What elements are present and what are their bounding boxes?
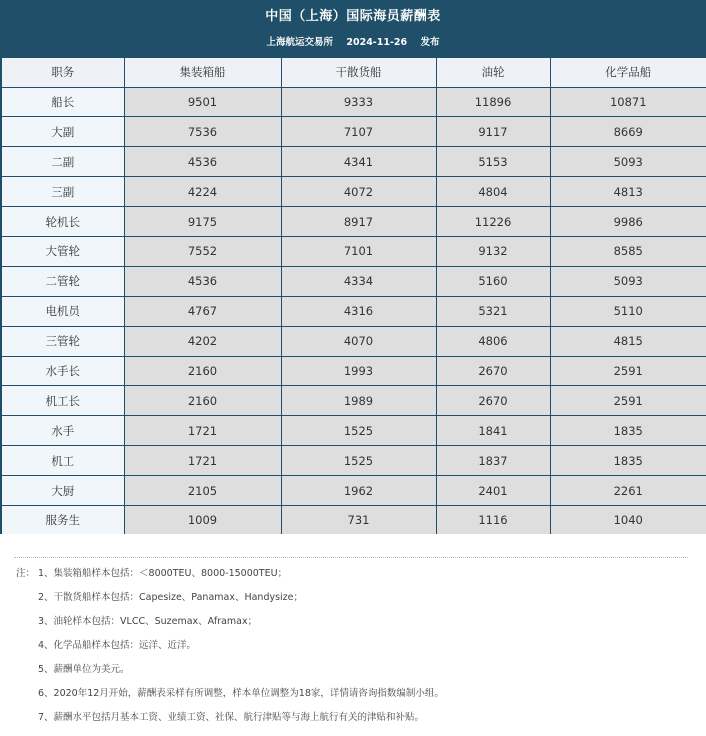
salary-cell: 1993 [281, 356, 436, 386]
position-cell: 轮机长 [1, 207, 124, 237]
salary-cell: 2591 [550, 356, 706, 386]
table-row [1, 296, 706, 326]
position-cell: 大厨 [1, 476, 124, 506]
salary-cell: 731 [281, 505, 436, 535]
salary-cell: 4224 [124, 177, 281, 207]
column-header: 化学品船 [550, 57, 706, 87]
salary-cell: 5110 [550, 296, 706, 326]
salary-cell: 7107 [281, 117, 436, 147]
salary-cell: 1525 [281, 446, 436, 476]
column-header: 油轮 [436, 57, 550, 87]
position-cell: 水手长 [1, 356, 124, 386]
table-row [1, 356, 706, 386]
table-row [1, 326, 706, 356]
salary-cell: 9501 [124, 87, 281, 117]
salary-cell: 2160 [124, 356, 281, 386]
salary-cell: 4316 [281, 296, 436, 326]
salary-cell: 4815 [550, 326, 706, 356]
salary-cell: 2261 [550, 476, 706, 506]
salary-cell: 7536 [124, 117, 281, 147]
position-cell: 三管轮 [1, 326, 124, 356]
salary-cell: 9986 [550, 207, 706, 237]
note-item: 1、集装箱船样本包括：＜8000TEU、8000-15000TEU； [38, 568, 288, 579]
position-cell: 二副 [1, 147, 124, 177]
salary-cell: 9117 [436, 117, 550, 147]
column-header: 集装箱船 [124, 57, 281, 87]
salary-cell: 1962 [281, 476, 436, 506]
salary-cell: 11226 [436, 207, 550, 237]
salary-cell: 2591 [550, 386, 706, 416]
position-cell: 二管轮 [1, 266, 124, 296]
position-cell: 大副 [1, 117, 124, 147]
salary-cell: 11896 [436, 87, 550, 117]
salary-cell: 1040 [550, 505, 706, 535]
salary-cell: 4536 [124, 147, 281, 177]
table-row [1, 386, 706, 416]
table-row [1, 236, 706, 266]
table-row [1, 207, 706, 237]
column-header: 职务 [1, 57, 124, 87]
page-title: 中国（上海）国际海员薪酬表 [265, 9, 441, 24]
position-cell: 船长 [1, 87, 124, 117]
salary-cell: 4767 [124, 296, 281, 326]
salary-cell: 5153 [436, 147, 550, 177]
salary-cell: 9333 [281, 87, 436, 117]
table-header-banner [0, 0, 706, 56]
publish-info [0, 34, 706, 48]
salary-cell: 2670 [436, 356, 550, 386]
salary-cell: 4072 [281, 177, 436, 207]
salary-cell: 9132 [436, 236, 550, 266]
position-cell: 服务生 [1, 505, 124, 535]
salary-cell: 4202 [124, 326, 281, 356]
salary-cell: 1837 [436, 446, 550, 476]
table-row [1, 416, 706, 446]
salary-cell: 1009 [124, 505, 281, 535]
note-item: 5、薪酬单位为美元。 [38, 664, 130, 675]
salary-cell: 1525 [281, 416, 436, 446]
position-cell: 机工 [1, 446, 124, 476]
position-cell: 大管轮 [1, 236, 124, 266]
notes-prefix: 注： [16, 568, 36, 579]
salary-table [0, 56, 706, 536]
salary-cell: 1835 [550, 446, 706, 476]
dotted-divider [14, 557, 688, 558]
salary-cell: 5321 [436, 296, 550, 326]
column-header: 干散货船 [281, 57, 436, 87]
publisher: 上海航运交易所 [266, 37, 334, 48]
position-cell: 三副 [1, 177, 124, 207]
salary-cell: 1989 [281, 386, 436, 416]
note-item: 4、化学品船样本包括：远洋、近洋。 [38, 640, 197, 651]
salary-cell: 10871 [550, 87, 706, 117]
salary-cell: 1841 [436, 416, 550, 446]
salary-cell: 4334 [281, 266, 436, 296]
salary-cell: 1116 [436, 505, 550, 535]
note-item: 6、2020年12月开始，薪酬表采样有所调整，样本单位调整为18家，详情请咨询指数编制小组。 [38, 688, 444, 699]
publish-date: 2024-11-26 [346, 37, 408, 48]
salary-cell: 2401 [436, 476, 550, 506]
notes-section [0, 534, 706, 736]
salary-cell: 8917 [281, 207, 436, 237]
table-header-row [1, 57, 706, 87]
table-row [1, 266, 706, 296]
table-row [1, 446, 706, 476]
salary-cell: 4536 [124, 266, 281, 296]
salary-cell: 2105 [124, 476, 281, 506]
table-row [1, 147, 706, 177]
salary-cell: 7101 [281, 236, 436, 266]
note-item: 2、干散货船样本包括：Capesize、Panamax、Handysize； [38, 592, 304, 603]
salary-cell: 1721 [124, 446, 281, 476]
table-row [1, 505, 706, 535]
salary-cell: 8585 [550, 236, 706, 266]
salary-cell: 4070 [281, 326, 436, 356]
note-item: 7、薪酬水平包括月基本工资、业绩工资、社保、航行津贴等与海上航行有关的津贴和补贴。 [38, 712, 425, 723]
position-cell: 机工长 [1, 386, 124, 416]
position-cell: 水手 [1, 416, 124, 446]
position-cell: 电机员 [1, 296, 124, 326]
salary-cell: 5093 [550, 147, 706, 177]
salary-cell: 4341 [281, 147, 436, 177]
salary-cell: 2160 [124, 386, 281, 416]
salary-cell: 9175 [124, 207, 281, 237]
salary-cell: 7552 [124, 236, 281, 266]
table-row [1, 117, 706, 147]
table-row [1, 87, 706, 117]
salary-cell: 4804 [436, 177, 550, 207]
salary-cell: 5093 [550, 266, 706, 296]
salary-cell: 1835 [550, 416, 706, 446]
note-item: 3、油轮样本包括：VLCC、Suzemax、Aframax； [38, 616, 258, 627]
salary-cell: 1721 [124, 416, 281, 446]
salary-cell: 4806 [436, 326, 550, 356]
salary-cell: 4813 [550, 177, 706, 207]
salary-cell: 8669 [550, 117, 706, 147]
salary-cell: 2670 [436, 386, 550, 416]
salary-cell: 5160 [436, 266, 550, 296]
table-row [1, 476, 706, 506]
publish-action: 发布 [420, 37, 440, 48]
table-row [1, 177, 706, 207]
